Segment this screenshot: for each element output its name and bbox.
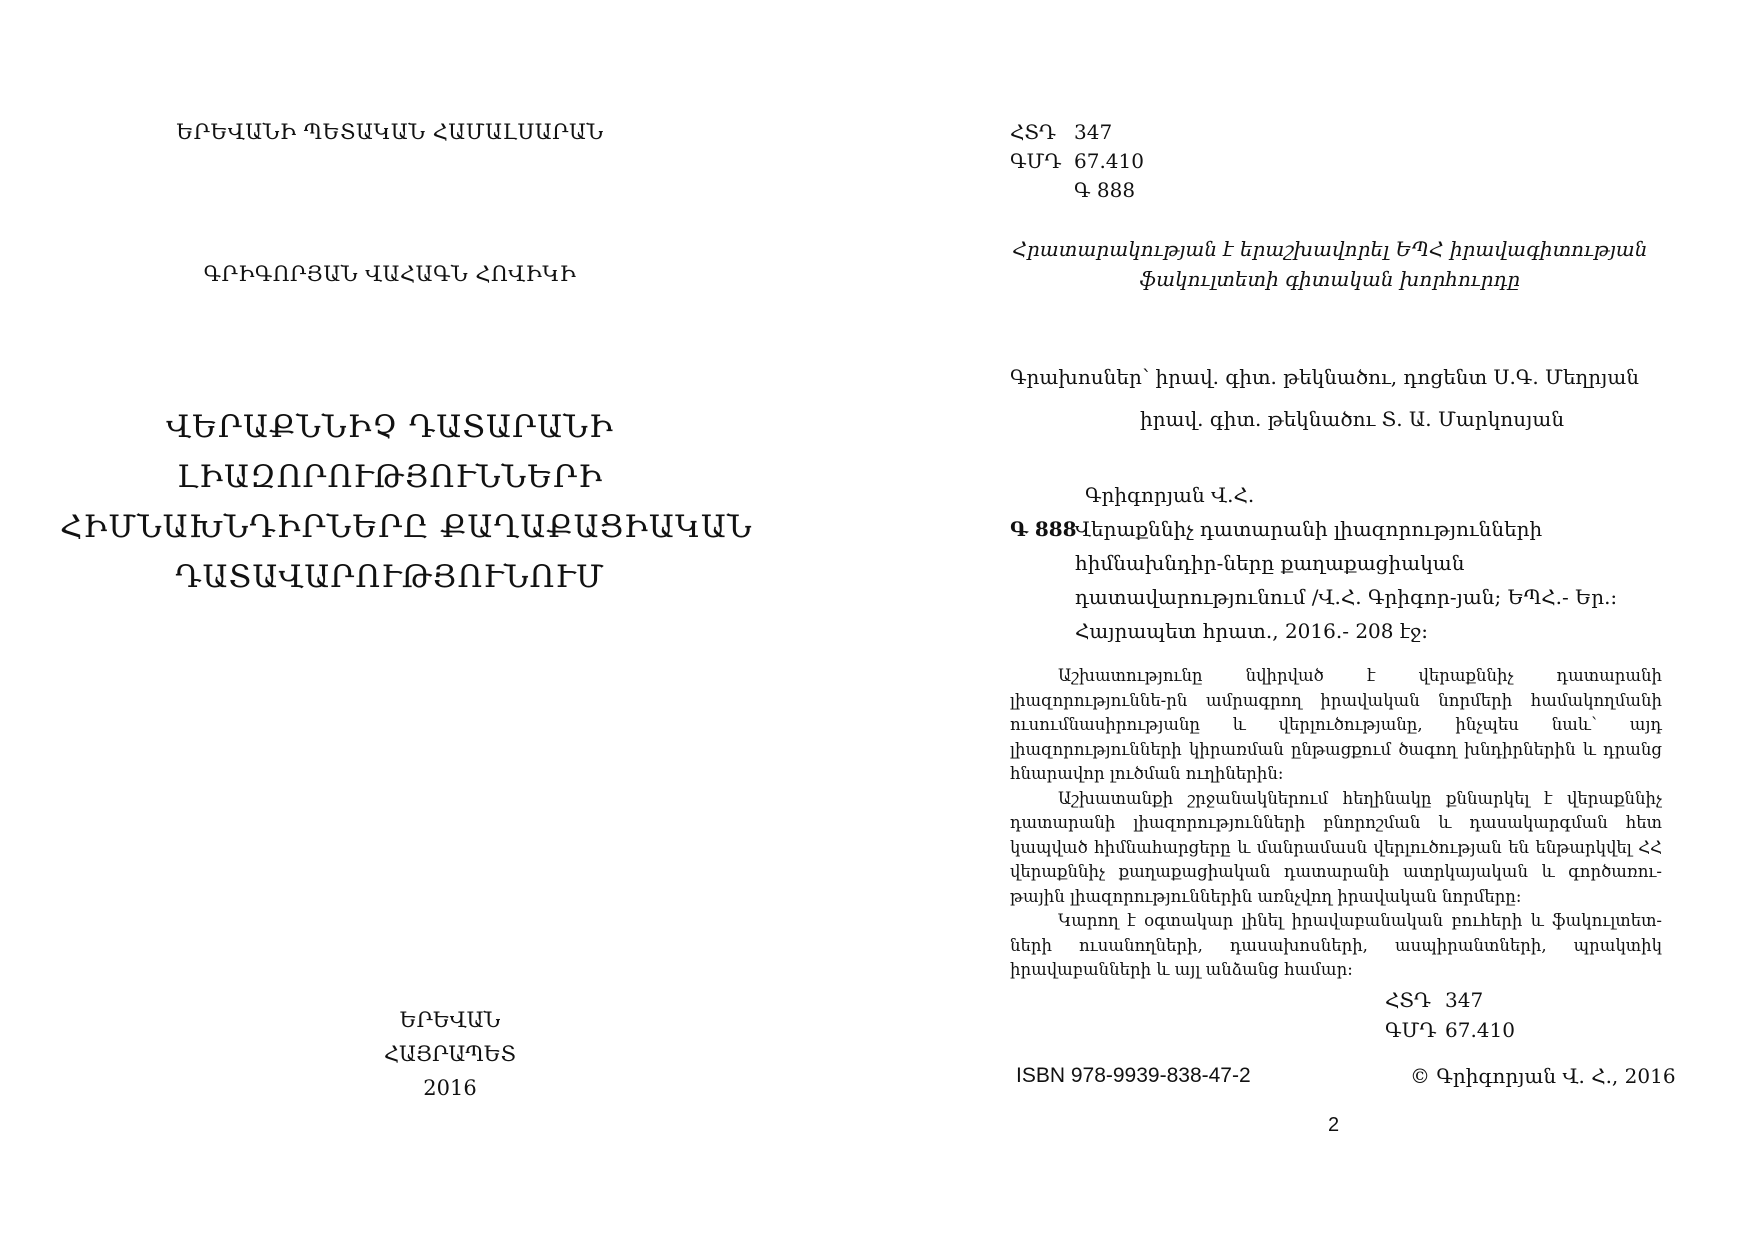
catalog-author: Գրիգորյան Վ.Հ.: [1085, 483, 1255, 507]
abstract-paragraph: Աշխատությունը նվիրված է վերաքննիչ դատարանի լիազորություննե-րն ամրագրող իրավական նորմերի համակողմանի ուսումնասիրությանը և վերլուծությանը, ինչպես նաև՝ այդ լիազորությունների կիրառման ընթացքում ծագող խնդիրներին և դրանց հնարավոր լուծման ուղիներին:: [1010, 666, 1662, 783]
title-line: ԴԱՏԱՎԱՐՈՒԹՅՈՒՆՈՒՄ: [175, 559, 605, 595]
udc-value: 347: [1074, 120, 1113, 144]
publication-approval: [1010, 234, 1650, 294]
reviewers: [1010, 365, 1660, 431]
author-mark-value: Գ 888: [1074, 178, 1136, 202]
imprint-publisher: ՀԱՅՐԱՊԵՏ: [383, 1042, 517, 1066]
copyright-notice: © Գրիգորյան Վ. Հ., 2016: [1410, 1064, 1676, 1088]
bbk-code: [1385, 1015, 1515, 1045]
page-number: 2: [1328, 1114, 1340, 1136]
isbn: ISBN 978-9939-838-47-2: [1016, 1064, 1251, 1087]
author-mark: [1010, 178, 1135, 202]
approval-line: Հրատարակության է երաշխավորել ԵՊՀ իրավագիտության: [1012, 237, 1648, 261]
udc-label: ՀՏԴ: [1010, 120, 1056, 144]
copyright-page: [1010, 0, 1676, 1240]
catalog-description: Վերաքննիչ դատարանի լիազորությունների հիմնախնդիր-ները քաղաքացիական դատավարությունում /Վ.Հ. Գրիգոր-յան; ԵՊՀ.- Եր.: Հայրապետ հրատ., 2016.- 208 էջ:: [1075, 517, 1618, 643]
bbk-code: [1010, 149, 1144, 173]
reviewer-line: իրավ. գիտ. թեկնածու Տ. Ա. Մարկոսյան: [1140, 407, 1565, 431]
university-name: ԵՐԵՎԱՆԻ ՊԵՏԱԿԱՆ ՀԱՄԱԼՍԱՐԱՆ: [176, 120, 604, 144]
author-name: ԳՐԻԳՈՐՅԱՆ ՎԱՀԱԳՆ ՀՈՎԻԿԻ: [203, 262, 577, 286]
title-line: ՎԵՐԱՔՆՆԻՉ ԴԱՏԱՐԱՆԻ: [166, 409, 614, 445]
imprint-city: ԵՐԵՎԱՆ: [399, 1008, 501, 1032]
udc-label: ՀՏԴ: [1385, 988, 1431, 1012]
abstract: [1010, 664, 1662, 983]
bbk-value: 67.410: [1445, 1018, 1515, 1042]
approval-line: ֆակուլտետի գիտական խորհուրդը: [1139, 267, 1521, 291]
catalog-entry: [1010, 512, 1660, 648]
bbk-label: ԳՄԴ: [1385, 1018, 1437, 1042]
bbk-label: ԳՄԴ: [1010, 149, 1062, 173]
abstract-paragraph: Կարող է օգտակար լինել իրավաբանական բուհերի և ֆակուլտետ-ների ուսանողների, դասախոսների, ասպիրանտների, պրակտիկ իրավաբանների և այլ անձանց համար:: [1010, 911, 1662, 979]
reviewer-line: Գրախոսներ՝ իրավ. գիտ. թեկնածու, դոցենտ Ս.Գ. Մեղրյան: [1010, 365, 1640, 389]
bbk-value: 67.410: [1074, 149, 1144, 173]
catalog-code: Գ 888: [1010, 517, 1077, 541]
udc-value: 347: [1445, 988, 1484, 1012]
title-line: ԼԻԱԶՈՐՈՒԹՅՈՒՆՆԵՐԻ: [176, 459, 604, 495]
imprint: [250, 1003, 650, 1105]
title-line: ՀԻՄՆԱԽՆԴԻՐՆԵՐԸ ՔԱՂԱՔԱՑԻԱԿԱՆ: [60, 509, 753, 545]
udc-code: [1010, 120, 1112, 144]
bottom-codes: [1385, 985, 1515, 1045]
udc-code: [1385, 985, 1515, 1015]
abstract-paragraph: Աշխատանքի շրջանակներում հեղինակը քննարկել է վերաքննիչ դատարանի լիազորությունների բնորոշման և դասակարգման հետ կապված հիմնահարցերը և մանրամասն վերլուծության են ենթարկվել ՀՀ վերաքննիչ քաղաքացիական դատարանի ատրկայական և գործառու-թային լիազորություններին առնչվող իրավական նորմերը:: [1010, 788, 1662, 906]
imprint-year: 2016: [423, 1076, 477, 1100]
book-title: [60, 402, 753, 602]
catalog-record: [1010, 478, 1660, 648]
